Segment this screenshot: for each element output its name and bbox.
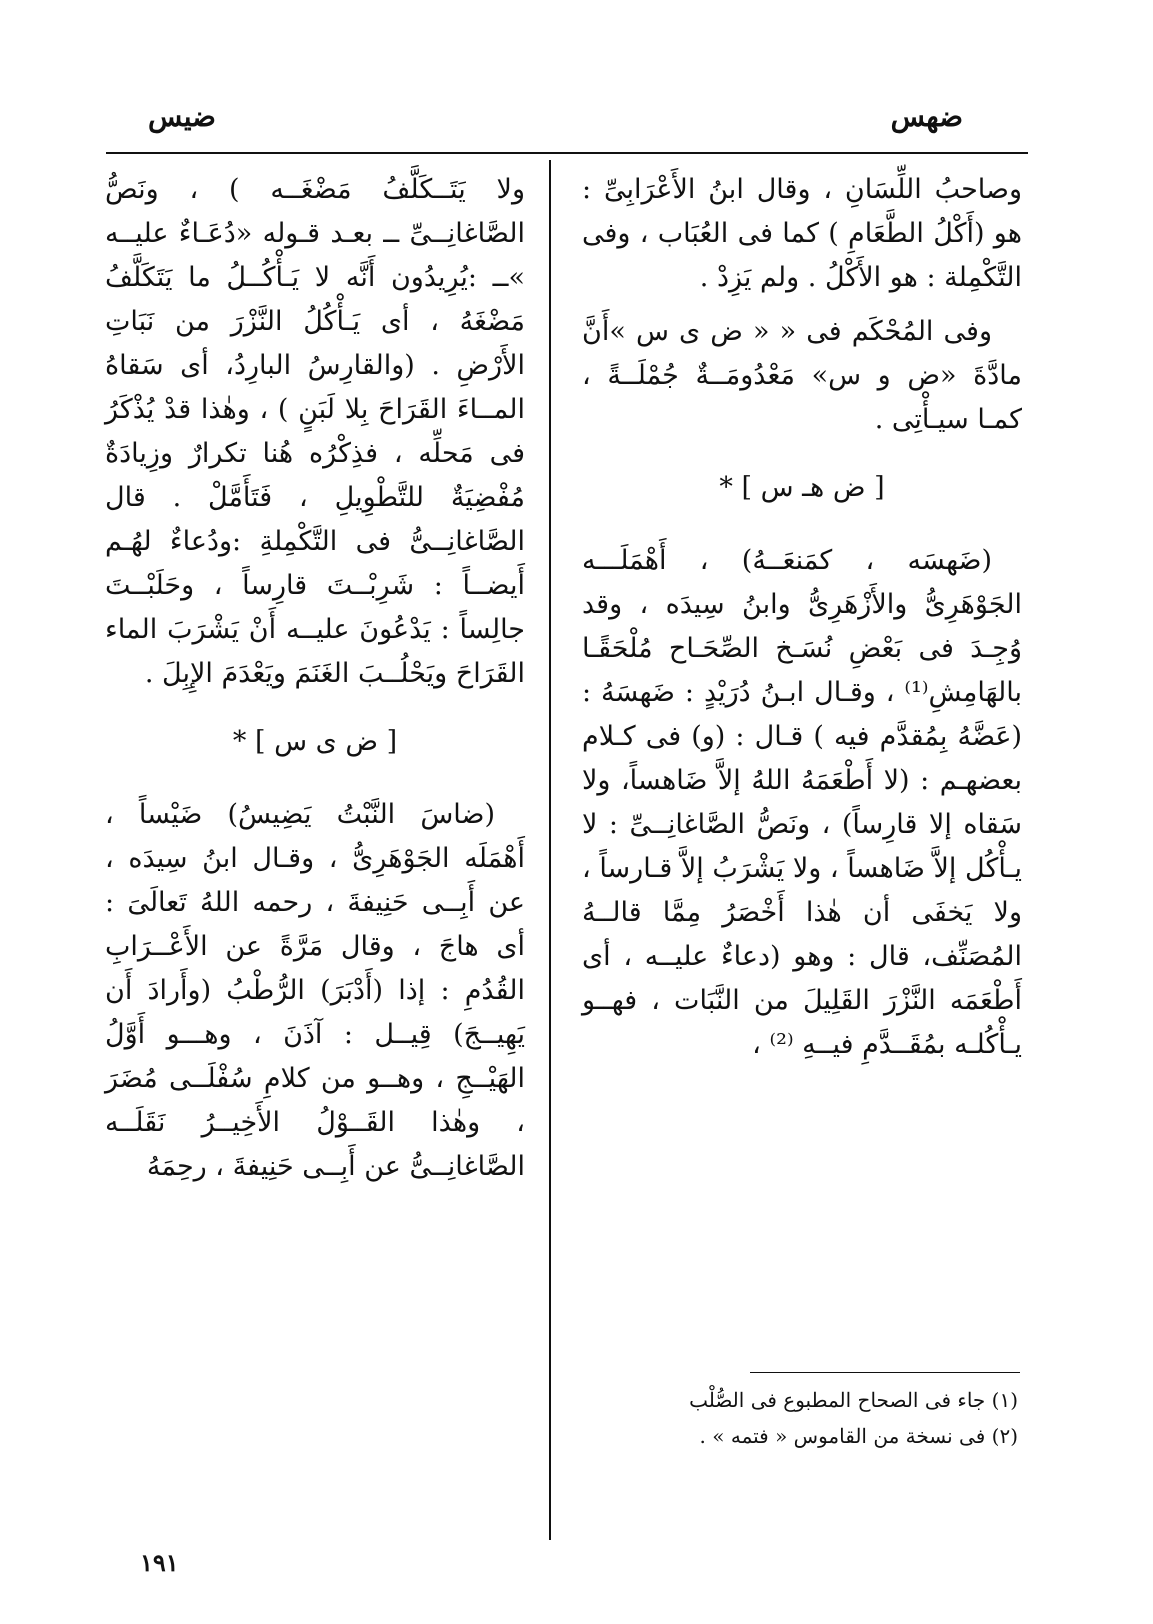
footnote-2: (٢) فى نسخة من القاموس « فتمه » .: [699, 1424, 1018, 1448]
right-column: [582, 168, 1022, 1067]
right-paragraph-3: (ضَهسَه ، كمَنعَــهُ) ، أَهْمَلَـــه الجَوْهَرِىُّ والأَزْهَرِىُّ وابنُ سِيدَه ، وقد وُجِـدَ فى بَعْضِ نُسَـخ الصِّحَـاح مُلْحَقًـا بالهَامِشِ⁽¹⁾ ، وقـال ابـنُ دُرَيْدٍ : ضَهسَهُ :(عَضَّهُ بِمُقدَّم فيه ) قـال : (و) فى كـلام بعضهـم : (لا أَطْعَمَهُ اللهُ إلاَّ ضَاهساً، ولا سَقاه إلا قارِساً) ، ونَصُّ الصَّاغانِــىِّ : لا يـأْكُل إلاَّ ضَاهساً ، ولا يَشْرَبُ إلاَّ قـارساً ، ولا يَخفَى أن هٰذا أَخْصَرُ مِمَّا قالــهُ المُصَنِّف، قال : وهو (دعاءٌ عليــه ، أى أَطْعَمَه النَّزْرَ القَلِيلَ من النَّبَات ، فهــو يـأْكُلـه بمُقَــدَّمِ فيــهِ ⁽²⁾ ،: [582, 545, 1022, 1060]
page-number: ١٩١: [140, 1548, 179, 1577]
entry-heading-dys: [ ض ى س ] *: [232, 726, 398, 757]
header-left-word: ضيس: [148, 100, 216, 133]
footnotes: [600, 1382, 1018, 1454]
header-right-word: ضهس: [890, 100, 963, 133]
left-column: [105, 168, 525, 1189]
left-paragraph-1: ولا يَتَــكَلَّفُ مَضْغَــه ) ، ونَصُّ الصَّاغانِــىِّ ــ بعـد قـوله «دُعَـاءٌ عليــه »ــ :يُرِيدُون أَنَّه لا يَـأْكُــلُ ما يَتَكَلَّفُ مَضْغَهُ ، أى يَـأْكُلُ النَّزْرَ من نَبَاتِ الأَرْضِ . (والقارِسُ البارِدُ، أى سَقاهُ المــاءَ القَرَاحَ بِلا لَبَنٍ ) ، وهٰذا قدْ يُذْكَرُ فى مَحلِّه ، فذِكْرُه هُنا تكرارٌ وزِيادَةٌ مُفْضِيَةٌ للتَّطْوِيلِ ، فَتَأَمَّلْ . قال الصَّاغانِــىُّ فى التَّكْمِلةِ :ودُعاءٌ لهُـم أَيضــاً : شَرِبْــتَ قارِساً ، وحَلَبْــتَ جالِساً : يَدْعُونَ عليــه أَنْ يَشْرَبَ الماء القَرَاحَ ويَحْلُــبَ الغَنَمَ ويَعْدَمَ الإِبِلَ .: [105, 174, 525, 689]
footnote-1: (١) جاء فى الصحاح المطبوع فى الصُّلْب: [689, 1388, 1018, 1412]
right-paragraph-2: وفى المُحْكَم فى « « ض ى س »أَنَّ مادَّةَ «ض و س» مَعْدُومَــةٌ جُمْلَــةً ، كمـا سيـأْتِى .: [582, 316, 1022, 435]
header-rule: [106, 152, 1028, 154]
column-divider: [549, 160, 551, 1540]
entry-heading-dhhs: [ ض هـ س ] *: [719, 472, 885, 503]
right-paragraph-1: وصاحبُ اللِّسَانِ ، وقال ابنُ الأَعْرَابِىِّ : هو (أَكْلُ الطَّعَامِ ) كما فى العُبَاب ، وفى التَّكْمِلة : هو الأَكْلُ . ولم يَزِدْ .: [582, 174, 1022, 293]
left-paragraph-2: (ضاسَ النَّبْتُ يَضِيسُ) ضَيْساً ، أَهْمَلَه الجَوْهَرِىُّ ، وقـال ابنُ سِيدَه ، عن أَبِــى حَنِيفةَ ، رحمه اللهُ تَعالَىَ : أى هاجَ ، وقال مَرَّةً عن الأَعْــرَابِ القُدُمِ : إذا (أَدْبَرَ) الرُّطْبُ (وأَرادَ أَن يَهِيــجَ) قِيــل : آذَنَ ، وهـــو أَوَّلُ الهَيْــجِ ، وهــو من كلامِ سُفْلَــى مُضَرَ ، وهٰذا القَــوْلُ الأَخِيــرُ نَقَلَــه الصَّاغانِــىُّ عن أَبِــى حَنِيفةَ ، رحِمَهُ: [105, 799, 525, 1182]
footnote-rule: [750, 1372, 1020, 1373]
